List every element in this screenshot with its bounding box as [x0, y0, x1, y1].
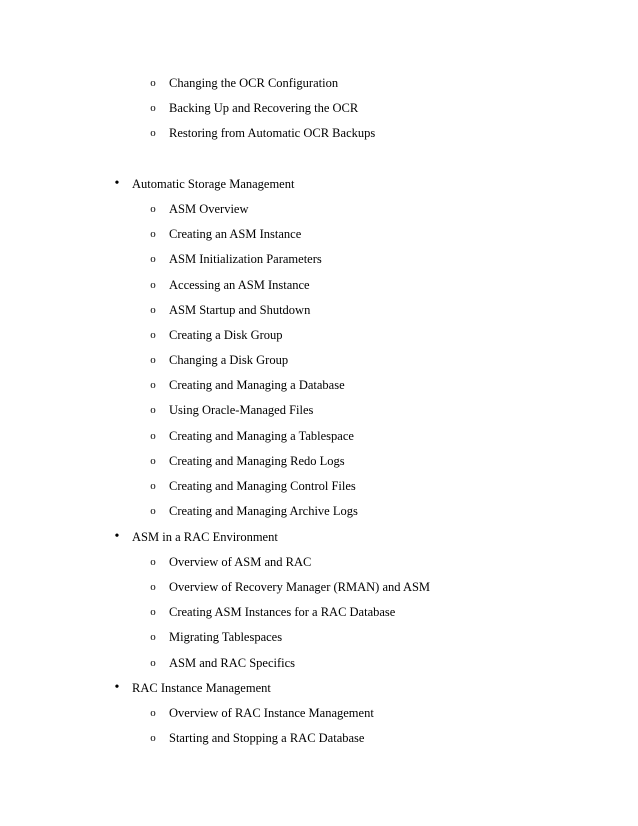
hollow-bullet-icon: o [150, 430, 156, 442]
sub-list-item-text: Starting and Stopping a RAC Database [169, 731, 365, 745]
sub-list-item-text: Overview of ASM and RAC [169, 555, 312, 569]
hollow-bullet-icon: o [150, 657, 156, 669]
sub-list-item-text: ASM Overview [169, 202, 249, 216]
hollow-bullet-icon: o [150, 480, 156, 492]
hollow-bullet-icon: o [150, 127, 156, 139]
sub-list-item-text: Creating a Disk Group [169, 328, 283, 342]
sub-list-item-text: Changing the OCR Configuration [169, 76, 339, 90]
sub-list-item-text: Creating and Managing a Database [169, 378, 345, 392]
hollow-bullet-icon: o [150, 707, 156, 719]
hollow-bullet-icon: o [150, 354, 156, 366]
sub-list-item-text: Creating and Managing a Tablespace [169, 429, 354, 443]
bullet-icon: • [114, 176, 120, 191]
sub-list-item-text: Using Oracle-Managed Files [169, 403, 314, 417]
sub-list-item-text: Migrating Tablespaces [169, 630, 283, 644]
hollow-bullet-icon: o [150, 631, 156, 643]
hollow-bullet-icon: o [150, 228, 156, 240]
hollow-bullet-icon: o [150, 505, 156, 517]
sub-list-item-text: Restoring from Automatic OCR Backups [169, 126, 376, 140]
hollow-bullet-icon: o [150, 379, 156, 391]
hollow-bullet-icon: o [150, 253, 156, 265]
hollow-bullet-icon: o [150, 102, 156, 114]
sub-list-item-text: Overview of Recovery Manager (RMAN) and ASM [169, 580, 431, 594]
sub-list-item-text: Creating and Managing Archive Logs [169, 504, 358, 518]
hollow-bullet-icon: o [150, 455, 156, 467]
hollow-bullet-icon: o [150, 77, 156, 89]
sub-list-item-text: ASM Startup and Shutdown [169, 303, 311, 317]
hollow-bullet-icon: o [150, 329, 156, 341]
sub-list-item-text: Creating and Managing Redo Logs [169, 454, 345, 468]
bullet-icon: • [114, 680, 120, 695]
sub-list-item-text: Creating ASM Instances for a RAC Database [169, 605, 396, 619]
hollow-bullet-icon: o [150, 404, 156, 416]
bullet-icon: • [114, 529, 120, 544]
hollow-bullet-icon: o [150, 203, 156, 215]
list-item-text: Automatic Storage Management [132, 177, 295, 191]
hollow-bullet-icon: o [150, 732, 156, 744]
sub-list-item-text: Creating an ASM Instance [169, 227, 302, 241]
sub-list-item-text: Backing Up and Recovering the OCR [169, 101, 359, 115]
sub-list-item-text: ASM Initialization Parameters [169, 252, 322, 266]
list-item-text: RAC Instance Management [132, 681, 271, 695]
sub-list-item-text: Changing a Disk Group [169, 353, 289, 367]
sub-list-item-text: Accessing an ASM Instance [169, 278, 310, 292]
hollow-bullet-icon: o [150, 556, 156, 568]
sub-list-item-text: Creating and Managing Control Files [169, 479, 356, 493]
sub-list-item-text: ASM and RAC Specifics [169, 656, 296, 670]
hollow-bullet-icon: o [150, 606, 156, 618]
list-item-text: ASM in a RAC Environment [132, 530, 278, 544]
sub-list-item-text: Overview of RAC Instance Management [169, 706, 374, 720]
hollow-bullet-icon: o [150, 279, 156, 291]
hollow-bullet-icon: o [150, 581, 156, 593]
hollow-bullet-icon: o [150, 304, 156, 316]
